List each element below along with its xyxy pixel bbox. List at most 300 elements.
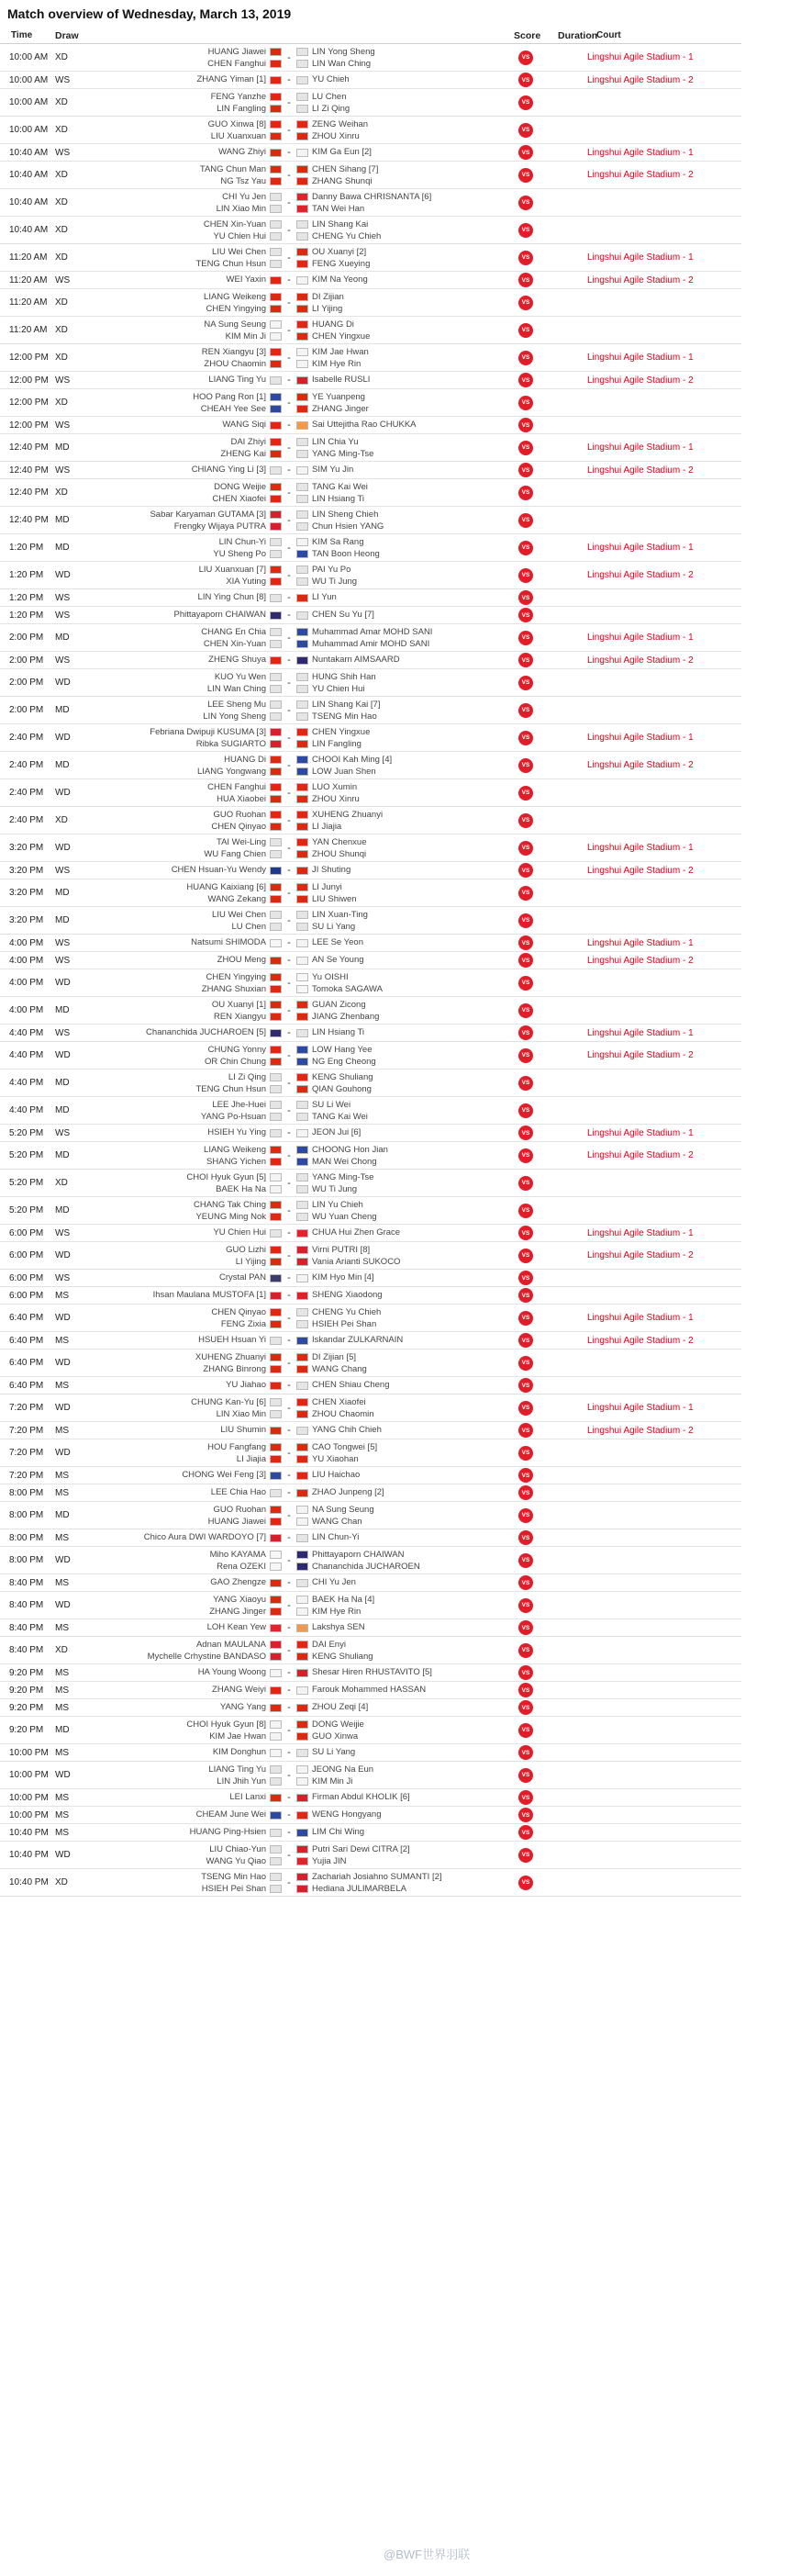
vs-badge-icon[interactable]: VS (518, 590, 533, 605)
match-row[interactable] (0, 1439, 741, 1467)
player-link[interactable]: CHEN Hsuan-Yu Wendy (171, 865, 266, 875)
vs-badge-icon[interactable]: VS (518, 273, 533, 287)
vs-badge-icon[interactable]: VS (518, 731, 533, 745)
player-link[interactable]: KENG Shuliang (312, 1071, 373, 1082)
court-link[interactable]: Lingshui Agile Stadium - 1 (587, 1227, 694, 1238)
player-link[interactable]: ZHANG Binrong (203, 1363, 266, 1374)
player-link[interactable]: Crystal PAN (218, 1272, 266, 1282)
player-link[interactable]: WU Fang Chien (204, 848, 266, 859)
player-link[interactable]: JEON Jui [6] (312, 1127, 362, 1137)
match-row[interactable] (0, 879, 741, 907)
player-link[interactable]: ZHANG Shunqi (312, 175, 373, 186)
vs-badge-icon[interactable]: VS (518, 653, 533, 667)
match-row[interactable] (0, 1789, 741, 1807)
player-link[interactable]: GAO Zhengze (210, 1577, 266, 1587)
match-row[interactable] (0, 1042, 741, 1070)
player-link[interactable]: LIN Shang Kai [7] (312, 699, 381, 710)
player-link[interactable]: WANG Chan (312, 1516, 362, 1527)
match-row[interactable] (0, 624, 741, 652)
court-link[interactable]: Lingshui Agile Stadium - 1 (587, 52, 694, 62)
court-link[interactable]: Lingshui Agile Stadium - 2 (587, 465, 694, 476)
match-row[interactable] (0, 1807, 741, 1824)
court-link[interactable]: Lingshui Agile Stadium - 2 (587, 865, 694, 876)
match-row[interactable] (0, 752, 741, 779)
player-link[interactable]: HOO Pang Ron [1] (193, 391, 266, 402)
match-row[interactable] (0, 935, 741, 952)
player-link[interactable]: CHEAM June Wei (195, 1809, 266, 1820)
player-link[interactable]: FENG Zixia (220, 1318, 266, 1329)
player-link[interactable]: LIN Yong Sheng (203, 711, 266, 722)
player-link[interactable]: YU Chien Hui (213, 1227, 266, 1238)
player-link[interactable]: WEI Yaxin (226, 274, 266, 285)
vs-badge-icon[interactable]: VS (518, 1311, 533, 1326)
vs-badge-icon[interactable]: VS (518, 1665, 533, 1680)
player-link[interactable]: LIN Yu Chieh (312, 1199, 363, 1210)
vs-badge-icon[interactable]: VS (518, 1126, 533, 1140)
player-link[interactable]: NG Eng Cheong (312, 1056, 376, 1067)
player-link[interactable]: MAN Wei Chong (312, 1156, 377, 1167)
player-link[interactable]: Rena OZEKI (217, 1561, 266, 1572)
player-link[interactable]: HSIEH Pei Shan (312, 1318, 377, 1329)
player-link[interactable]: TENG Chun Hsun (195, 1083, 266, 1094)
player-link[interactable]: SU Li Yang (312, 1747, 356, 1757)
player-link[interactable]: LEI Lanxi (229, 1792, 266, 1802)
player-link[interactable]: Firman Abdul KHOLIK [6] (312, 1792, 410, 1802)
vs-badge-icon[interactable]: VS (518, 1553, 533, 1568)
match-row[interactable] (0, 244, 741, 272)
match-row[interactable] (0, 1422, 741, 1439)
match-row[interactable] (0, 997, 741, 1025)
match-row[interactable] (0, 144, 741, 162)
player-link[interactable]: YAN Chenxue (312, 836, 367, 847)
vs-badge-icon[interactable]: VS (518, 608, 533, 622)
match-row[interactable] (0, 862, 741, 879)
vs-badge-icon[interactable]: VS (518, 863, 533, 878)
court-link[interactable]: Lingshui Agile Stadium - 2 (587, 1150, 694, 1160)
player-link[interactable]: Mychelle Crhystine BANDASO (147, 1651, 266, 1662)
player-link[interactable]: HOU Fangfang (207, 1441, 266, 1452)
player-link[interactable]: TANG Kai Wei (312, 1111, 368, 1122)
vs-badge-icon[interactable]: VS (518, 1598, 533, 1613)
player-link[interactable]: Chananchida JUCHAROEN [5] (146, 1027, 266, 1037)
player-link[interactable]: Isabelle RUSLI (312, 375, 371, 385)
vs-badge-icon[interactable]: VS (518, 73, 533, 87)
player-link[interactable]: LOW Juan Shen (312, 766, 376, 777)
player-link[interactable]: LIN Ying Chun [8] (197, 592, 266, 602)
vs-badge-icon[interactable]: VS (518, 813, 533, 828)
player-link[interactable]: CHEN Yingxue (312, 726, 371, 737)
vs-badge-icon[interactable]: VS (518, 1423, 533, 1438)
player-link[interactable]: CHEN Fanghui (207, 781, 266, 792)
vs-badge-icon[interactable]: VS (518, 196, 533, 210)
player-link[interactable]: KIM Hye Rin (312, 358, 362, 369)
vs-badge-icon[interactable]: VS (518, 95, 533, 110)
player-link[interactable]: HSIEH Yu Ying (207, 1127, 266, 1137)
player-link[interactable]: CHEN Yingxue (312, 330, 371, 342)
player-link[interactable]: KENG Shuliang (312, 1651, 373, 1662)
match-row[interactable] (0, 1467, 741, 1484)
court-link[interactable]: Lingshui Agile Stadium - 1 (587, 1127, 694, 1138)
court-link[interactable]: Lingshui Agile Stadium - 2 (587, 274, 694, 286)
player-link[interactable]: Zachariah Josiahno SUMANTI [2] (312, 1871, 442, 1882)
player-link[interactable]: AN Se Young (312, 955, 364, 965)
vs-badge-icon[interactable]: VS (518, 953, 533, 968)
player-link[interactable]: LIU Chiao-Yun (209, 1843, 266, 1854)
player-link[interactable]: CHUNG Kan-Yu [6] (191, 1396, 266, 1407)
court-link[interactable]: Lingshui Agile Stadium - 2 (587, 955, 694, 966)
player-link[interactable]: Muhammad Amar MOHD SANI (312, 626, 433, 637)
match-row[interactable] (0, 1529, 741, 1547)
player-link[interactable]: ZHOU Zeqi [4] (312, 1702, 369, 1712)
player-link[interactable]: Sai Uttejitha Rao CHUKKA (312, 420, 417, 430)
vs-badge-icon[interactable]: VS (518, 1288, 533, 1303)
player-link[interactable]: Febriana Dwipuji KUSUMA [3] (150, 726, 266, 737)
vs-badge-icon[interactable]: VS (518, 1876, 533, 1890)
player-link[interactable]: REN Xiangyu [3] (201, 346, 266, 357)
player-link[interactable]: CHEN Qinyao (211, 1306, 266, 1317)
player-link[interactable]: CHEN Fanghui (207, 58, 266, 69)
match-row[interactable] (0, 1637, 741, 1664)
player-link[interactable]: YU Chien Hui (213, 230, 266, 241)
match-row[interactable] (0, 372, 741, 389)
vs-badge-icon[interactable]: VS (518, 323, 533, 338)
player-link[interactable]: LI Yijing (235, 1256, 266, 1267)
player-link[interactable]: LIN Wan Ching (206, 683, 266, 694)
vs-badge-icon[interactable]: VS (518, 1003, 533, 1018)
vs-badge-icon[interactable]: VS (518, 1643, 533, 1658)
player-link[interactable]: TAN Wei Han (312, 203, 365, 214)
player-link[interactable]: GUO Xinwa [8] (207, 118, 266, 129)
match-row[interactable] (0, 1394, 741, 1422)
player-link[interactable]: ZHANG Yiman [1] (196, 74, 266, 84)
player-link[interactable]: CHEN Qinyao (211, 821, 266, 832)
player-link[interactable]: QIAN Gouhong (312, 1083, 372, 1094)
player-link[interactable]: FENG Yanzhe (210, 91, 266, 102)
match-row[interactable] (0, 1332, 741, 1350)
player-link[interactable]: TANG Kai Wei (312, 481, 368, 492)
court-link[interactable]: Lingshui Agile Stadium - 2 (587, 1050, 694, 1060)
player-link[interactable]: CHEN Xiaofei (212, 493, 266, 504)
player-link[interactable]: HUANG Di (224, 754, 266, 765)
player-link[interactable]: LEE Se Yeon (312, 937, 363, 947)
player-link[interactable]: Shesar Hiren RHUSTAVITO [5] (312, 1667, 432, 1677)
column-header-court[interactable]: Court (596, 30, 621, 40)
vs-badge-icon[interactable]: VS (518, 418, 533, 432)
player-link[interactable]: NG Tsz Yau (220, 175, 266, 186)
player-link[interactable]: LI Junyi (312, 881, 342, 892)
player-link[interactable]: LU Chen (231, 921, 266, 932)
player-link[interactable]: LI Jiajia (236, 1453, 266, 1464)
vs-badge-icon[interactable]: VS (518, 1226, 533, 1240)
match-row[interactable] (0, 1484, 741, 1502)
player-link[interactable]: ZHENG Shuya (208, 655, 266, 665)
player-link[interactable]: WANG Chang (312, 1363, 367, 1374)
player-link[interactable]: HA Young Woong (197, 1667, 266, 1677)
match-row[interactable] (0, 907, 741, 935)
player-link[interactable]: CHANG En Chia (201, 626, 266, 637)
vs-badge-icon[interactable]: VS (518, 351, 533, 365)
vs-badge-icon[interactable]: VS (518, 1700, 533, 1715)
player-link[interactable]: JEONG Na Eun (312, 1764, 374, 1775)
player-link[interactable]: SHENG Xiaodong (312, 1290, 383, 1300)
player-link[interactable]: LIN Xuan-Ting (312, 909, 368, 920)
player-link[interactable]: YANG Yang (219, 1702, 266, 1712)
match-row[interactable] (0, 1547, 741, 1574)
match-row[interactable] (0, 1097, 741, 1125)
player-link[interactable]: LOW Hang Yee (312, 1044, 373, 1055)
player-link[interactable]: GUO Ruohan (213, 809, 266, 820)
player-link[interactable]: ZHANG Weiyi (212, 1685, 266, 1695)
player-link[interactable]: Frengky Wijaya PUTRA (173, 521, 266, 532)
player-link[interactable]: ZHOU Xinru (312, 793, 360, 804)
player-link[interactable]: LIU Wei Chen (212, 246, 266, 257)
match-row[interactable] (0, 1197, 741, 1225)
match-row[interactable] (0, 289, 741, 317)
player-link[interactable]: KIM Hyo Min [4] (312, 1272, 374, 1282)
vs-badge-icon[interactable]: VS (518, 1808, 533, 1822)
vs-badge-icon[interactable]: VS (518, 296, 533, 310)
player-link[interactable]: Ribka SUGIARTO (195, 738, 266, 749)
player-link[interactable]: KIM Donghun (212, 1747, 266, 1757)
player-link[interactable]: YANG Ming-Tse (312, 448, 374, 459)
player-link[interactable]: CHEN Shiau Cheng (312, 1380, 390, 1390)
player-link[interactable]: LI Jiajia (312, 821, 342, 832)
court-link[interactable]: Lingshui Agile Stadium - 2 (587, 1425, 694, 1436)
player-link[interactable]: ZHOU Chaomin (204, 358, 266, 369)
player-link[interactable]: ZHANG Jinger (312, 403, 369, 414)
player-link[interactable]: DAI Enyi (312, 1639, 346, 1650)
player-link[interactable]: NA Sung Seung (312, 1504, 374, 1515)
player-link[interactable]: GUAN Zicong (312, 999, 366, 1010)
match-row[interactable] (0, 317, 741, 344)
match-row[interactable] (0, 189, 741, 217)
vs-badge-icon[interactable]: VS (518, 1468, 533, 1483)
player-link[interactable]: TANG Chun Man (199, 163, 266, 174)
player-link[interactable]: SU Li Wei (312, 1099, 351, 1110)
column-header-time[interactable]: Time (11, 30, 33, 40)
vs-badge-icon[interactable]: VS (518, 841, 533, 856)
vs-badge-icon[interactable]: VS (518, 886, 533, 901)
player-link[interactable]: CHENG Yu Chieh (312, 230, 382, 241)
player-link[interactable]: DONG Weijie (214, 481, 266, 492)
match-row[interactable] (0, 534, 741, 562)
player-link[interactable]: KIM Sa Rang (312, 536, 364, 547)
player-link[interactable]: Tomoka SAGAWA (312, 983, 383, 994)
player-link[interactable]: HUANG Di (312, 319, 354, 330)
vs-badge-icon[interactable]: VS (518, 1333, 533, 1348)
vs-badge-icon[interactable]: VS (518, 1508, 533, 1523)
vs-badge-icon[interactable]: VS (518, 631, 533, 645)
match-row[interactable] (0, 1070, 741, 1097)
player-link[interactable]: Farouk Mohammed HASSAN (312, 1685, 427, 1695)
player-link[interactable]: LIN Wan Ching (312, 58, 372, 69)
match-row[interactable] (0, 969, 741, 997)
court-link[interactable]: Lingshui Agile Stadium - 1 (587, 1027, 694, 1038)
vs-badge-icon[interactable]: VS (518, 1356, 533, 1371)
player-link[interactable]: CHEN Yingying (206, 303, 266, 314)
column-header-score[interactable]: Score (514, 29, 541, 41)
vs-badge-icon[interactable]: VS (518, 1723, 533, 1738)
vs-badge-icon[interactable]: VS (518, 786, 533, 801)
player-link[interactable]: TENG Chun Hsun (195, 258, 266, 269)
player-link[interactable]: ZHAO Junpeng [2] (312, 1487, 384, 1497)
player-link[interactable]: CHOOI Kah Ming [4] (312, 754, 393, 765)
player-link[interactable]: KIM Jae Hwan (312, 346, 369, 357)
player-link[interactable]: Chico Aura DWI WARDOYO [7] (143, 1532, 266, 1542)
player-link[interactable]: LEE Sheng Mu (207, 699, 266, 710)
player-link[interactable]: LI Zi Qing (228, 1071, 266, 1082)
match-row[interactable] (0, 479, 741, 507)
vs-badge-icon[interactable]: VS (518, 1076, 533, 1091)
court-link[interactable]: Lingshui Agile Stadium - 2 (587, 1250, 694, 1260)
player-link[interactable]: Miho KAYAMA (209, 1549, 266, 1560)
player-link[interactable]: KIM Hye Rin (312, 1606, 362, 1617)
match-row[interactable] (0, 272, 741, 289)
player-link[interactable]: ZENG Weihan (312, 118, 369, 129)
match-row[interactable] (0, 1025, 741, 1042)
court-link[interactable]: Lingshui Agile Stadium - 2 (587, 74, 694, 85)
vs-badge-icon[interactable]: VS (518, 703, 533, 718)
match-row[interactable] (0, 952, 741, 969)
match-row[interactable] (0, 562, 741, 589)
match-row[interactable] (0, 1287, 741, 1305)
vs-badge-icon[interactable]: VS (518, 676, 533, 690)
court-link[interactable]: Lingshui Agile Stadium - 1 (587, 1403, 694, 1413)
player-link[interactable]: ZHOU Meng (217, 955, 266, 965)
vs-badge-icon[interactable]: VS (518, 463, 533, 477)
vs-badge-icon[interactable]: VS (518, 1683, 533, 1697)
match-row[interactable] (0, 217, 741, 244)
vs-badge-icon[interactable]: VS (518, 1768, 533, 1783)
vs-badge-icon[interactable]: VS (518, 1790, 533, 1805)
player-link[interactable]: LI Yijing (312, 303, 343, 314)
player-link[interactable]: Iskandar ZULKARNAIN (312, 1335, 404, 1345)
player-link[interactable]: YU Xiaohan (312, 1453, 359, 1464)
match-row[interactable] (0, 1350, 741, 1377)
vs-badge-icon[interactable]: VS (518, 1485, 533, 1500)
player-link[interactable]: KIM Ga Eun [2] (312, 147, 372, 157)
player-link[interactable]: DI Zijian (312, 291, 344, 302)
player-link[interactable]: WANG Yu Qiao (206, 1855, 266, 1866)
player-link[interactable]: LIU Shiwen (312, 893, 357, 904)
player-link[interactable]: WU Yuan Cheng (312, 1211, 377, 1222)
player-link[interactable]: BAEK Ha Na (216, 1183, 266, 1194)
player-link[interactable]: LI Zi Qing (312, 103, 350, 114)
vs-badge-icon[interactable]: VS (518, 1378, 533, 1393)
player-link[interactable]: XUHENG Zhuanyi (312, 809, 384, 820)
court-link[interactable]: Lingshui Agile Stadium - 1 (587, 937, 694, 948)
player-link[interactable]: Danny Bawa CHRISNANTA [6] (312, 191, 432, 202)
player-link[interactable]: LIN Fangling (312, 738, 362, 749)
player-link[interactable]: CHEN Xin-Yuan (203, 218, 266, 230)
player-link[interactable]: XUHENG Zhuanyi (195, 1351, 266, 1362)
match-row[interactable] (0, 1619, 741, 1637)
player-link[interactable]: LIN Yong Sheng (312, 46, 375, 57)
match-row[interactable] (0, 652, 741, 669)
player-link[interactable]: YU Sheng Po (213, 548, 266, 559)
player-link[interactable]: Adnan MAULANA (195, 1639, 266, 1650)
player-link[interactable]: LIU Haichao (312, 1470, 361, 1480)
player-link[interactable]: LUO Xumin (312, 781, 358, 792)
vs-badge-icon[interactable]: VS (518, 1575, 533, 1590)
match-row[interactable] (0, 162, 741, 189)
player-link[interactable]: LIANG Weikeng (204, 291, 266, 302)
match-row[interactable] (0, 117, 741, 144)
player-link[interactable]: OU Xuanyi [1] (211, 999, 266, 1010)
match-row[interactable] (0, 697, 741, 724)
player-link[interactable]: LIANG Weikeng (204, 1144, 266, 1155)
court-link[interactable]: Lingshui Agile Stadium - 2 (587, 570, 694, 580)
player-link[interactable]: ZHENG Kai (220, 448, 266, 459)
match-row[interactable] (0, 389, 741, 417)
player-link[interactable]: Phittayaporn CHAIWAN (173, 610, 266, 620)
player-link[interactable]: LIU Xuanxuan [7] (198, 564, 266, 575)
player-link[interactable]: HUNG Shih Han (312, 671, 376, 682)
vs-badge-icon[interactable]: VS (518, 223, 533, 238)
court-link[interactable]: Lingshui Agile Stadium - 1 (587, 442, 694, 453)
court-link[interactable]: Lingshui Agile Stadium - 2 (587, 760, 694, 770)
match-row[interactable] (0, 507, 741, 534)
player-link[interactable]: YU Chien Hui (312, 683, 365, 694)
player-link[interactable]: LIN Xiao Min (216, 203, 266, 214)
court-link[interactable]: Lingshui Agile Stadium - 1 (587, 252, 694, 263)
court-link[interactable]: Lingshui Agile Stadium - 1 (587, 843, 694, 853)
player-link[interactable]: CHEAH Yee See (200, 403, 266, 414)
player-link[interactable]: Putri Sari Dewi CITRA [2] (312, 1843, 410, 1854)
vs-badge-icon[interactable]: VS (518, 1148, 533, 1163)
player-link[interactable]: Chananchida JUCHAROEN (312, 1561, 420, 1572)
player-link[interactable]: HUA Xiaobei (217, 793, 266, 804)
vs-badge-icon[interactable]: VS (518, 935, 533, 950)
vs-badge-icon[interactable]: VS (518, 1025, 533, 1040)
player-link[interactable]: DI Zijian [5] (312, 1351, 357, 1362)
player-link[interactable]: CHONG Wei Feng [3] (182, 1470, 266, 1480)
player-link[interactable]: Yujia JIN (312, 1855, 347, 1866)
player-link[interactable]: BAEK Ha Na [4] (312, 1594, 375, 1605)
player-link[interactable]: LIU Shumin (220, 1425, 266, 1435)
player-link[interactable]: YANG Chih Chieh (312, 1425, 382, 1435)
vs-badge-icon[interactable]: VS (518, 1848, 533, 1863)
player-link[interactable]: LIM Chi Wing (312, 1827, 365, 1837)
player-link[interactable]: GUO Xinwa (312, 1730, 359, 1742)
player-link[interactable]: LIN Sheng Chieh (312, 509, 379, 520)
player-link[interactable]: YANG Po-Hsuan (200, 1111, 266, 1122)
player-link[interactable]: KIM Na Yeong (312, 274, 368, 285)
court-link[interactable]: Lingshui Agile Stadium - 1 (587, 633, 694, 643)
court-link[interactable]: Lingshui Agile Stadium - 2 (587, 1335, 694, 1346)
player-link[interactable]: CHEN Xiaofei (312, 1396, 366, 1407)
player-link[interactable]: OU Xuanyi [2] (312, 246, 367, 257)
player-link[interactable]: LIANG Ting Yu (208, 375, 266, 385)
player-link[interactable]: DONG Weijie (312, 1719, 364, 1730)
vs-badge-icon[interactable]: VS (518, 486, 533, 500)
player-link[interactable]: Virni PUTRI [8] (312, 1244, 371, 1255)
match-row[interactable] (0, 344, 741, 372)
player-link[interactable]: LEE Jhe-Huei (212, 1099, 266, 1110)
player-link[interactable]: CHUNG Yonny (207, 1044, 266, 1055)
player-link[interactable]: KIM Jae Hwan (209, 1730, 266, 1742)
player-link[interactable]: TAN Boon Heong (312, 548, 380, 559)
vs-badge-icon[interactable]: VS (518, 1048, 533, 1063)
player-link[interactable]: LIN Chia Yu (312, 436, 359, 447)
player-link[interactable]: LIU Xuanxuan (210, 130, 266, 141)
player-link[interactable]: LEE Chia Hao (210, 1487, 266, 1497)
player-link[interactable]: Ihsan Maulana MUSTOFA [1] (152, 1290, 266, 1300)
match-row[interactable] (0, 1824, 741, 1842)
player-link[interactable]: LI Yun (312, 592, 337, 602)
match-row[interactable] (0, 1225, 741, 1242)
player-link[interactable]: WANG Zekang (207, 893, 266, 904)
